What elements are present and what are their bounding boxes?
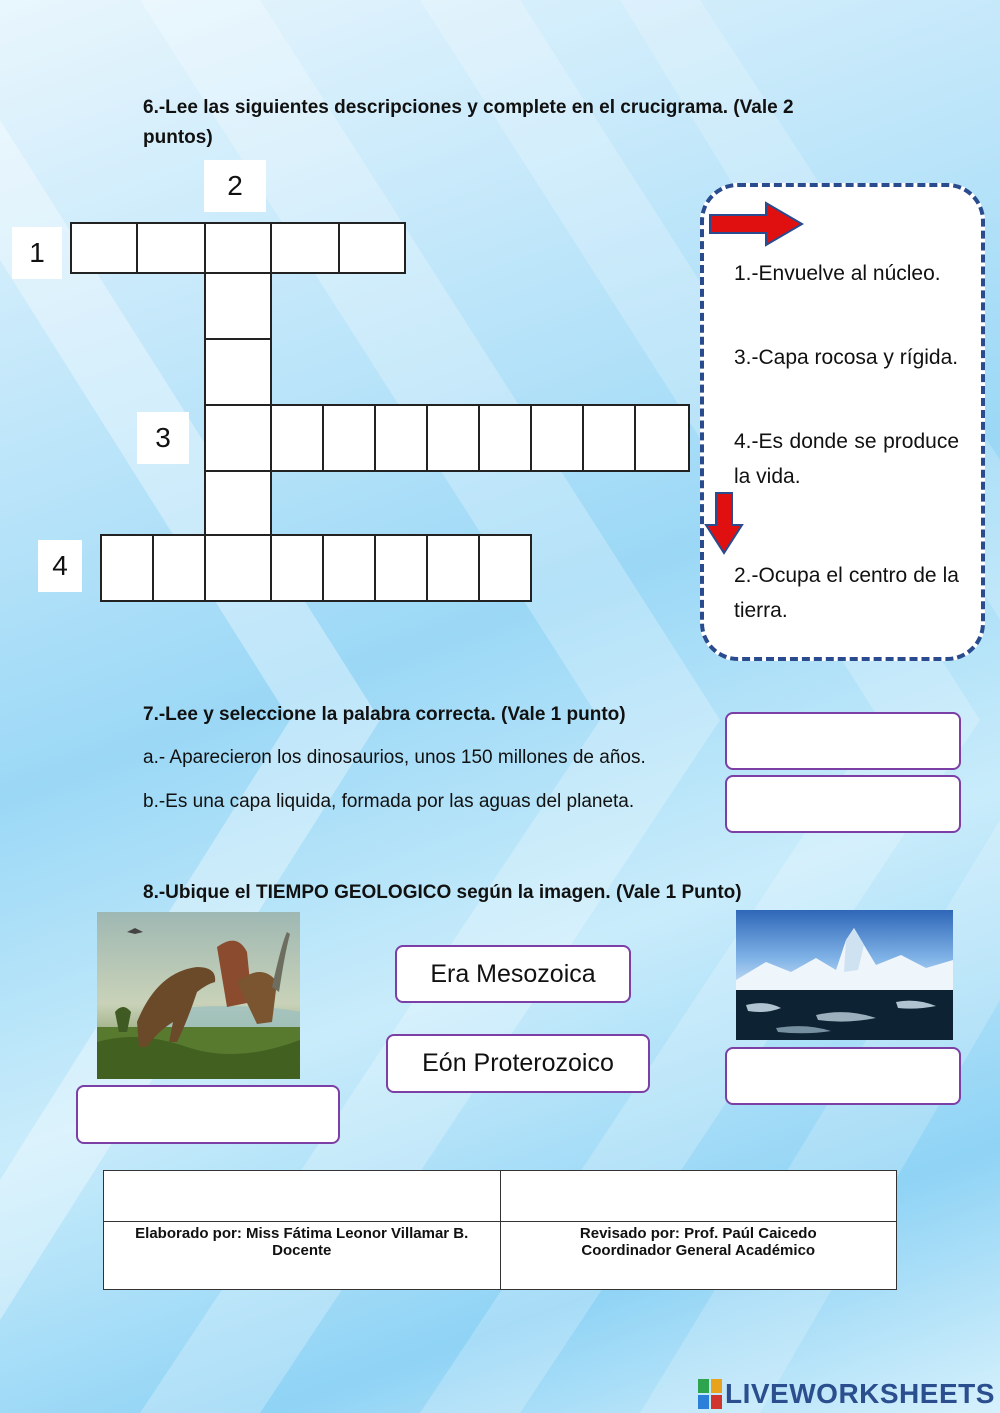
question-7b-text: b.-Es una capa liquida, formada por las aguas del planeta. (143, 791, 635, 812)
crossword-cell[interactable] (204, 272, 272, 340)
signature-space-right (500, 1171, 897, 1222)
crossword-cell[interactable] (204, 404, 272, 472)
crossword-cell[interactable] (270, 534, 324, 602)
answer-box-7b[interactable] (725, 775, 961, 833)
question-8-title: 8.-Ubique el TIEMPO GEOLOGICO según la imagen. (Vale 1 Punto) (143, 882, 742, 903)
crossword-cell[interactable] (582, 404, 636, 472)
answer-box-dinosaurs[interactable] (76, 1085, 340, 1144)
signature-table (103, 1170, 897, 1290)
clue-box (700, 183, 985, 661)
logo-text: LIVEWORKSHEETS (725, 1378, 995, 1409)
crossword-cell[interactable] (204, 470, 272, 538)
crossword-cell[interactable] (70, 222, 138, 274)
crossword-cell[interactable] (322, 404, 376, 472)
dinosaurs-image (97, 912, 300, 1079)
crossword-cell[interactable] (204, 534, 272, 602)
crossword-cell[interactable] (374, 534, 428, 602)
clue-1: 1.-Envuelve al núcleo. (734, 262, 941, 285)
crossword-cell[interactable] (270, 222, 340, 274)
liveworksheets-logo (698, 1378, 995, 1410)
option-eon-proterozoico[interactable]: Eón Proterozoico (386, 1034, 650, 1093)
crossword-cell[interactable] (478, 404, 532, 472)
prepared-by: Elaborado por: Miss Fátima Leonor Villamar B. Docente (104, 1222, 501, 1290)
crossword-label-3: 3 (137, 412, 189, 464)
crossword-cell[interactable] (100, 534, 154, 602)
clue-3: 3.-Capa rocosa y rígida. (734, 346, 959, 369)
clue-4: 4.-Es donde se produce la vida. (734, 430, 959, 488)
crossword-label-2: 2 (204, 160, 266, 212)
arrow-down-icon (704, 491, 744, 555)
crossword-cell[interactable] (478, 534, 532, 602)
crossword-cell[interactable] (152, 534, 206, 602)
question-7-title: 7.-Lee y seleccione la palabra correcta. (Vale 1 punto) (143, 704, 626, 725)
crossword-cell[interactable] (204, 338, 272, 406)
crossword-cell[interactable] (270, 404, 324, 472)
question-6-title: 6.-Lee las siguientes descripciones y complete en el crucigrama. (Vale 2 puntos) (143, 97, 794, 148)
answer-box-7a[interactable] (725, 712, 961, 770)
crossword-cell[interactable] (426, 404, 480, 472)
crossword-cell[interactable] (204, 222, 272, 274)
arrow-right-icon (708, 201, 804, 247)
crossword-cell[interactable] (322, 534, 376, 602)
crossword-cell[interactable] (338, 222, 406, 274)
option-era-mesozoica[interactable]: Era Mesozoica (395, 945, 631, 1003)
crossword-cell[interactable] (426, 534, 480, 602)
signature-space-left (104, 1171, 501, 1222)
crossword-cell[interactable] (634, 404, 690, 472)
crossword-cell[interactable] (374, 404, 428, 472)
glacier-image (736, 910, 953, 1040)
crossword-label-4: 4 (38, 540, 82, 592)
clue-2: 2.-Ocupa el centro de la tierra. (734, 564, 959, 622)
reviewed-by: Revisado por: Prof. Paúl Caicedo Coordinador General Académico (500, 1222, 897, 1290)
crossword-label-1: 1 (12, 227, 62, 279)
question-7a-text: a.- Aparecieron los dinosaurios, unos 150 millones de años. (143, 747, 646, 768)
crossword-cell[interactable] (136, 222, 206, 274)
crossword-cell[interactable] (530, 404, 584, 472)
answer-box-glacier[interactable] (725, 1047, 961, 1105)
logo-mark-icon (698, 1379, 722, 1409)
